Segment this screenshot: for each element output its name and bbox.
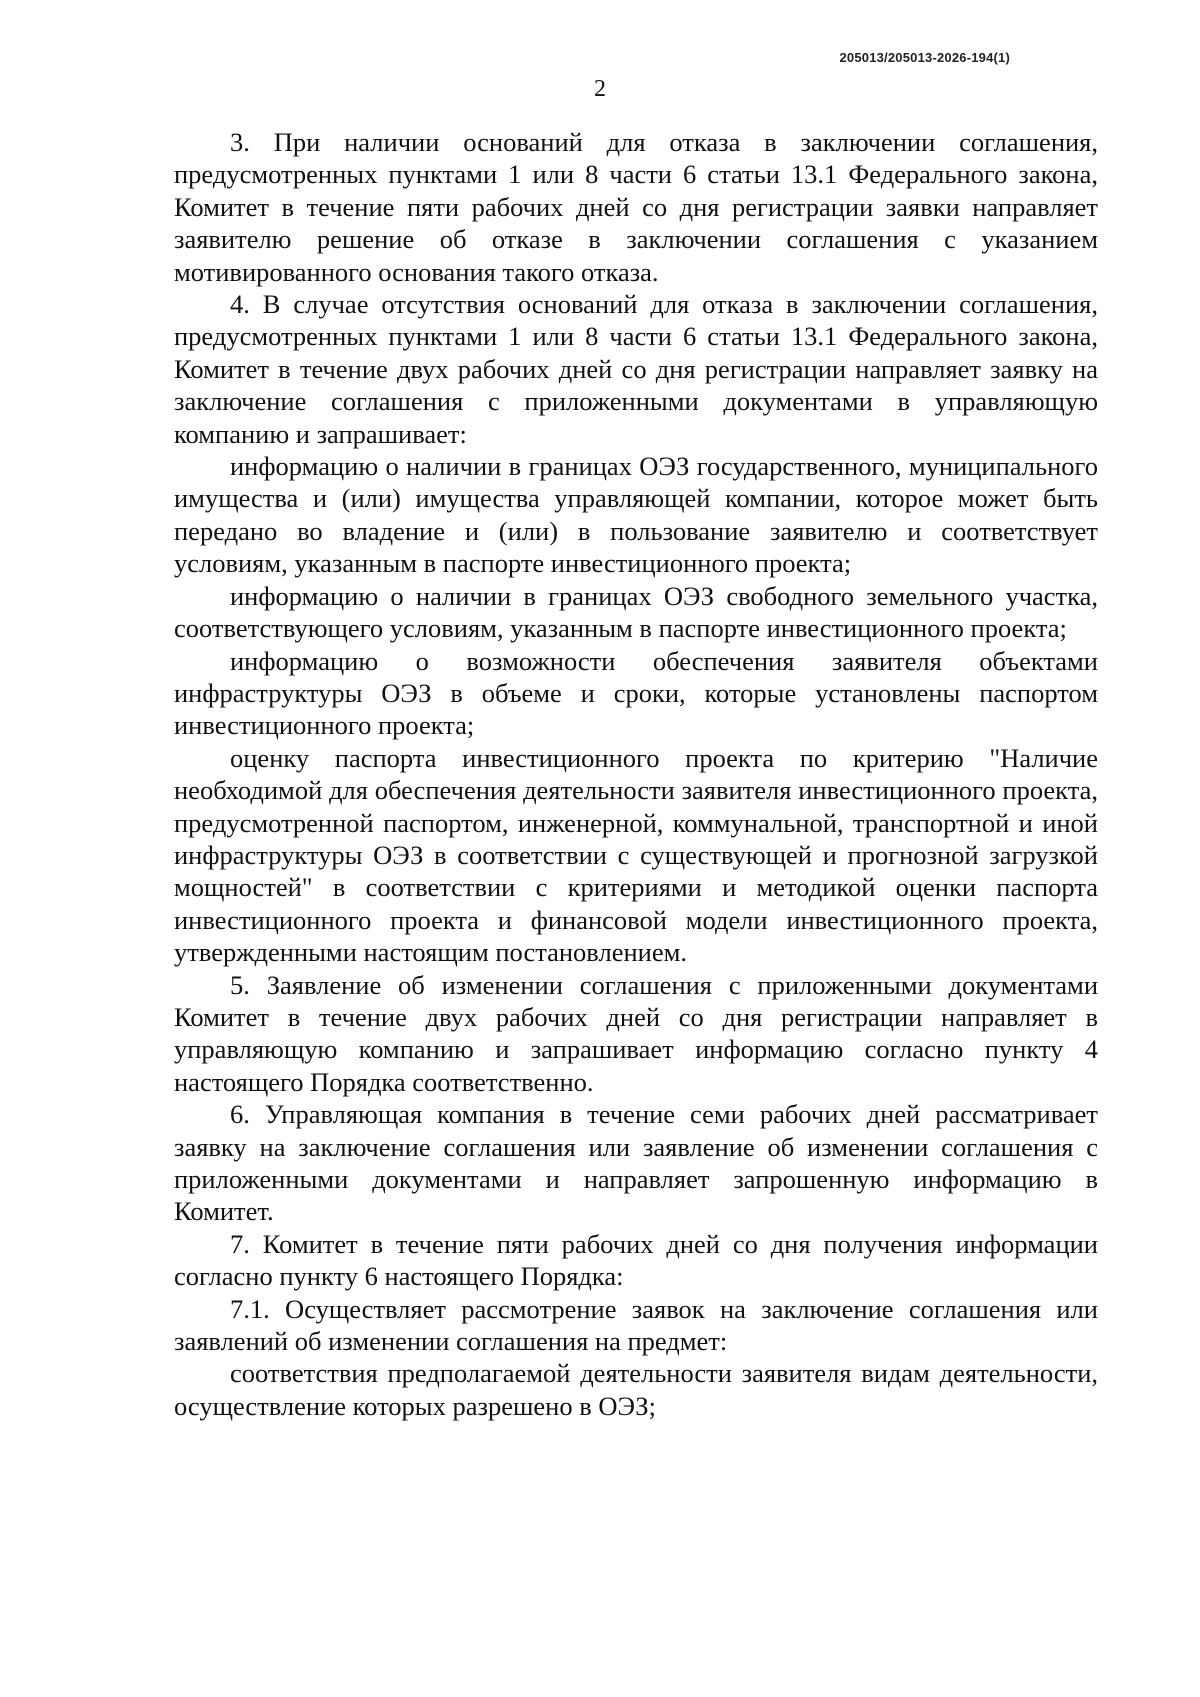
paragraph-7: 7. Комитет в течение пяти рабочих дней со дня получения информации согласно пункту 6 настоящего Порядка:	[174, 1228, 1098, 1292]
paragraph-6: 6. Управляющая компания в течение семи рабочих дней рассматривает заявку на заключение соглашения или заявление об изменении соглашения с приложенными документами и направляет запрошенную информацию в Комитет.	[174, 1099, 1098, 1227]
document-registration-number: 205013/205013-2026-194(1)	[839, 50, 1010, 65]
paragraph-3: 3. При наличии оснований для отказа в заключении соглашения, предусмотренных пунктами 1 или 8 части 6 статьи 13.1 Федерального закона, Комитет в течение пяти рабочих дней со дня регистрации заявки направляет заявителю решение об отказе в заключении соглашения с указанием мотивированного основания такого отказа.	[174, 127, 1098, 287]
paragraph-4-item-property: информацию о наличии в границах ОЭЗ государственного, муниципального имущества и (или) имущества управляющей компании, которое может быть передано во владение и (или) в пользование заявителю и соответствует условиям, указанным в паспорте инвестиционного проекта;	[174, 451, 1098, 579]
paragraph-4-item-land: информацию о наличии в границах ОЭЗ свободного земельного участка, соответствующего условиям, указанным в паспорте инвестиционного проекта;	[174, 580, 1098, 644]
page-number: 2	[594, 76, 606, 102]
paragraph-4: 4. В случае отсутствия оснований для отказа в заключении соглашения, предусмотренных пунктами 1 или 8 части 6 статьи 13.1 Федерального закона, Комитет в течение двух рабочих дней со дня регистрации направляет заявку на заключение соглашения с приложенными документами в управляющую компанию и запрашивает:	[174, 289, 1098, 449]
paragraph-7-1-item-activity: соответствия предполагаемой деятельности заявителя видам деятельности, осуществление которых разрешено в ОЭЗ;	[174, 1358, 1098, 1421]
paragraph-5: 5. Заявление об изменении соглашения с приложенными документами Комитет в течение двух рабочих дней со дня регистрации направляет в управляющую компанию и запрашивает информацию согласно пункту 4 настоящего Порядка соответственно.	[174, 969, 1098, 1097]
paragraph-4-item-assessment: оценку паспорта инвестиционного проекта по критерию "Наличие необходимой для обеспечения деятельности заявителя инвестиционного проекта, предусмотренной паспортом, инженерной, коммунальной, транспортной и иной инфраструктуры ОЭЗ в соответствии с существующей и прогнозной загрузкой мощностей" в соответствии с критериями и методикой оценки паспорта инвестиционного проекта и финансовой модели инвестиционного проекта, утвержденными настоящим постановлением.	[174, 742, 1098, 968]
paragraph-7-1: 7.1. Осуществляет рассмотрение заявок на заключение соглашения или заявлений об изменении соглашения на предмет:	[174, 1293, 1098, 1357]
document-body	[174, 126, 1098, 1422]
paragraph-4-item-infrastructure: информацию о возможности обеспечения заявителя объектами инфраструктуры ОЭЗ в объеме и сроки, которые установлены паспортом инвестиционного проекта;	[174, 645, 1098, 741]
